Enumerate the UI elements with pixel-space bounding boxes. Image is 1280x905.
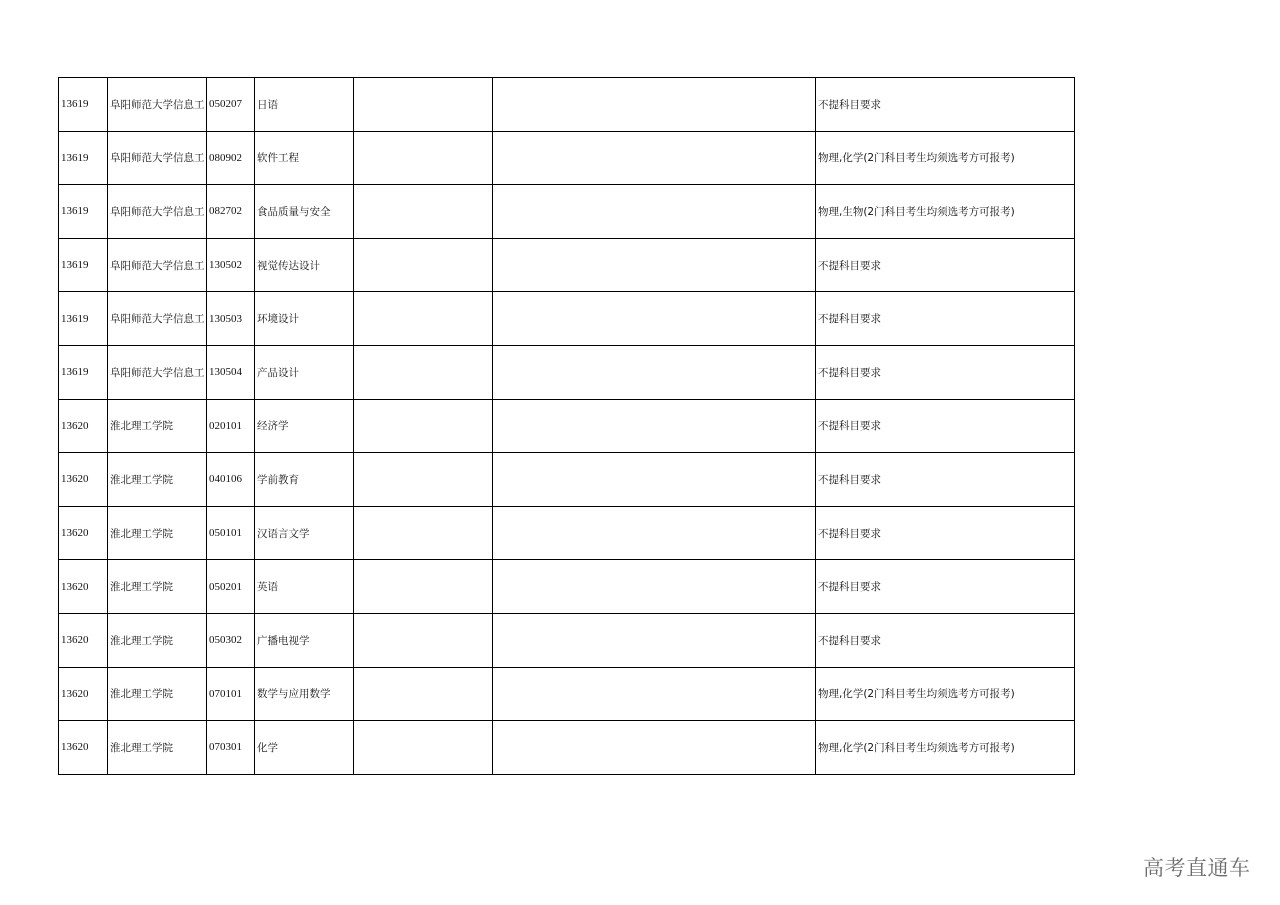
major-code-cell: 082702 <box>207 185 255 239</box>
subject-requirement-cell: 物理,化学(2门科目考生均须选考方可报考) <box>816 721 1075 775</box>
major-code-cell: 130502 <box>207 238 255 292</box>
school-code-cell: 13619 <box>59 78 108 132</box>
blank-cell <box>354 238 493 292</box>
subject-requirement-cell: 不提科目要求 <box>816 613 1075 667</box>
blank-cell <box>493 667 816 721</box>
table-row <box>59 399 1075 453</box>
blank-cell <box>354 613 493 667</box>
major-name-cell: 英语 <box>255 560 354 614</box>
school-code-cell: 13620 <box>59 721 108 775</box>
table-row <box>59 560 1075 614</box>
major-name-cell: 环境设计 <box>255 292 354 346</box>
major-name-cell: 日语 <box>255 78 354 132</box>
school-name-cell: 淮北理工学院 <box>108 560 207 614</box>
major-name-cell: 经济学 <box>255 399 354 453</box>
major-code-cell: 050207 <box>207 78 255 132</box>
major-name-cell: 软件工程 <box>255 131 354 185</box>
blank-cell <box>354 78 493 132</box>
table-row <box>59 667 1075 721</box>
blank-cell <box>493 613 816 667</box>
major-name-cell: 化学 <box>255 721 354 775</box>
blank-cell <box>493 238 816 292</box>
major-code-cell: 050201 <box>207 560 255 614</box>
subject-requirement-cell: 不提科目要求 <box>816 238 1075 292</box>
school-code-cell: 13620 <box>59 506 108 560</box>
blank-cell <box>354 131 493 185</box>
school-name-cell: 淮北理工学院 <box>108 721 207 775</box>
blank-cell <box>493 292 816 346</box>
table-row <box>59 131 1075 185</box>
school-code-cell: 13620 <box>59 667 108 721</box>
table-body <box>59 78 1075 775</box>
major-name-cell: 数学与应用数学 <box>255 667 354 721</box>
school-code-cell: 13620 <box>59 399 108 453</box>
major-name-cell: 汉语言文学 <box>255 506 354 560</box>
school-name-cell: 淮北理工学院 <box>108 667 207 721</box>
subject-requirement-table <box>58 77 1075 775</box>
school-code-cell: 13619 <box>59 185 108 239</box>
school-name-cell: 淮北理工学院 <box>108 506 207 560</box>
subject-requirement-cell: 物理,化学(2门科目考生均须选考方可报考) <box>816 131 1075 185</box>
major-code-cell: 050302 <box>207 613 255 667</box>
subject-requirement-cell: 不提科目要求 <box>816 560 1075 614</box>
table-row <box>59 721 1075 775</box>
school-code-cell: 13619 <box>59 238 108 292</box>
major-name-cell: 食品质量与安全 <box>255 185 354 239</box>
blank-cell <box>493 78 816 132</box>
major-name-cell: 视觉传达设计 <box>255 238 354 292</box>
major-name-cell: 学前教育 <box>255 453 354 507</box>
school-name-cell: 淮北理工学院 <box>108 399 207 453</box>
school-name-cell: 阜阳师范大学信息工 <box>108 345 207 399</box>
subject-requirement-cell: 物理,生物(2门科目考生均须选考方可报考) <box>816 185 1075 239</box>
school-code-cell: 13620 <box>59 560 108 614</box>
subject-requirement-cell: 不提科目要求 <box>816 78 1075 132</box>
subject-requirement-cell: 不提科目要求 <box>816 345 1075 399</box>
school-code-cell: 13620 <box>59 613 108 667</box>
major-code-cell: 080902 <box>207 131 255 185</box>
school-name-cell: 阜阳师范大学信息工 <box>108 238 207 292</box>
blank-cell <box>493 506 816 560</box>
school-name-cell: 阜阳师范大学信息工 <box>108 185 207 239</box>
blank-cell <box>354 345 493 399</box>
school-name-cell: 淮北理工学院 <box>108 453 207 507</box>
subject-requirement-cell: 不提科目要求 <box>816 453 1075 507</box>
subject-requirement-cell: 不提科目要求 <box>816 292 1075 346</box>
blank-cell <box>354 667 493 721</box>
school-code-cell: 13619 <box>59 292 108 346</box>
major-name-cell: 产品设计 <box>255 345 354 399</box>
table-row <box>59 78 1075 132</box>
table-row <box>59 238 1075 292</box>
blank-cell <box>354 292 493 346</box>
blank-cell <box>493 345 816 399</box>
major-code-cell: 040106 <box>207 453 255 507</box>
table-row <box>59 345 1075 399</box>
major-code-cell: 020101 <box>207 399 255 453</box>
blank-cell <box>493 721 816 775</box>
blank-cell <box>493 453 816 507</box>
subject-requirement-cell: 不提科目要求 <box>816 399 1075 453</box>
school-code-cell: 13620 <box>59 453 108 507</box>
major-code-cell: 070301 <box>207 721 255 775</box>
watermark-text: 高考直通车 <box>1143 856 1251 880</box>
major-code-cell: 050101 <box>207 506 255 560</box>
table-row <box>59 292 1075 346</box>
table-row <box>59 185 1075 239</box>
blank-cell <box>493 399 816 453</box>
blank-cell <box>354 399 493 453</box>
school-name-cell: 淮北理工学院 <box>108 613 207 667</box>
major-code-cell: 130504 <box>207 345 255 399</box>
major-name-cell: 广播电视学 <box>255 613 354 667</box>
school-code-cell: 13619 <box>59 131 108 185</box>
blank-cell <box>354 560 493 614</box>
blank-cell <box>354 721 493 775</box>
blank-cell <box>354 506 493 560</box>
school-name-cell: 阜阳师范大学信息工 <box>108 292 207 346</box>
blank-cell <box>354 453 493 507</box>
school-code-cell: 13619 <box>59 345 108 399</box>
table-row <box>59 613 1075 667</box>
table-row <box>59 506 1075 560</box>
major-code-cell: 130503 <box>207 292 255 346</box>
blank-cell <box>354 185 493 239</box>
blank-cell <box>493 131 816 185</box>
subject-requirement-cell: 物理,化学(2门科目考生均须选考方可报考) <box>816 667 1075 721</box>
major-code-cell: 070101 <box>207 667 255 721</box>
blank-cell <box>493 185 816 239</box>
school-name-cell: 阜阳师范大学信息工 <box>108 78 207 132</box>
subject-requirement-cell: 不提科目要求 <box>816 506 1075 560</box>
blank-cell <box>493 560 816 614</box>
school-name-cell: 阜阳师范大学信息工 <box>108 131 207 185</box>
table-row <box>59 453 1075 507</box>
